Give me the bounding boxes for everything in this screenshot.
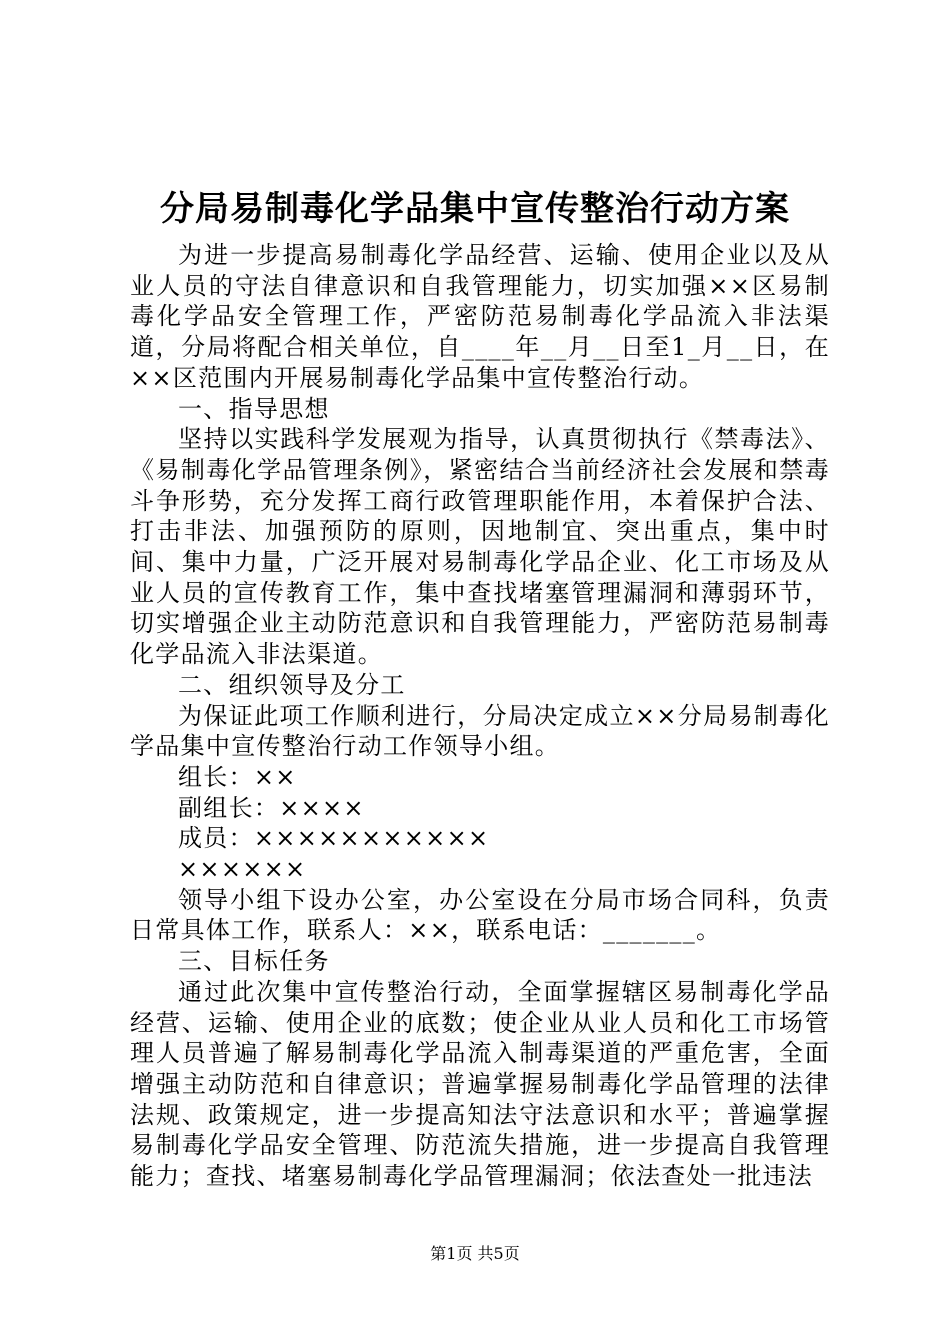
page-number-footer: 第1页 共5页: [430, 1244, 520, 1263]
members-line-continued: ××××××: [178, 855, 307, 884]
section-heading-organization: 二、组织领导及分工: [178, 670, 406, 699]
members-line: 成员：×××××××××××: [178, 824, 490, 853]
targets-paragraph: 通过此次集中宣传整治行动，全面掌握辖区易制毒化学品经营、运输、使用企业的底数；使企业从业人员和化工市场管理人员普遍了解易制毒化学品流入制毒渠道的严重危害，全面增强主动防范和自律意识；普遍掌握易制毒化学品管理的法律法规、政策规定，进一步提高知法守法意识和水平；普遍掌握易制毒化学品安全管理、防范流失措施，进一步提高自我管理能力；查找、堵塞易制毒化学品管理漏洞；依法查处一批违法: [130, 977, 830, 1191]
intro-paragraph: 为进一步提高易制毒化学品经营、运输、使用企业以及从业人员的守法自律意识和自我管理能力，切实加强××区易制毒化学品安全管理工作，严密防范易制毒化学品流入非法渠道，分局将配合相关单位，自____年__月__日至1_月__日，在××区范围内开展易制毒化学品集中宣传整治行动。: [130, 241, 830, 392]
deputy-leader-line: 副组长：××××: [178, 793, 365, 822]
section-heading-targets: 三、目标任务: [178, 947, 330, 976]
document-title: 分局易制毒化学品集中宣传整治行动方案: [160, 189, 790, 229]
document-body: [130, 240, 830, 1192]
group-leader-line: 组长：××: [178, 762, 297, 791]
section-heading-guiding-ideology: 一、指导思想: [178, 394, 330, 423]
organization-paragraph: 为保证此项工作顺利进行，分局决定成立××分局易制毒化学品集中宣传整治行动工作领导小组。: [130, 701, 830, 761]
guiding-ideology-paragraph: 坚持以实践科学发展观为指导，认真贯彻执行《禁毒法》、《易制毒化学品管理条例》，紧密结合当前经济社会发展和禁毒斗争形势，充分发挥工商行政管理职能作用，本着保护合法、打击非法、加强预防的原则，因地制宜、突出重点，集中时间、集中力量，广泛开展对易制毒化学品企业、化工市场及从业人员的宣传教育工作，集中查找堵塞管理漏洞和薄弱环节，切实增强企业主动防范意识和自我管理能力，严密防范易制毒化学品流入非法渠道。: [130, 425, 830, 669]
office-paragraph: 领导小组下设办公室，办公室设在分局市场合同科，负责日常具体工作，联系人：××，联系电话：_______。: [130, 885, 830, 945]
